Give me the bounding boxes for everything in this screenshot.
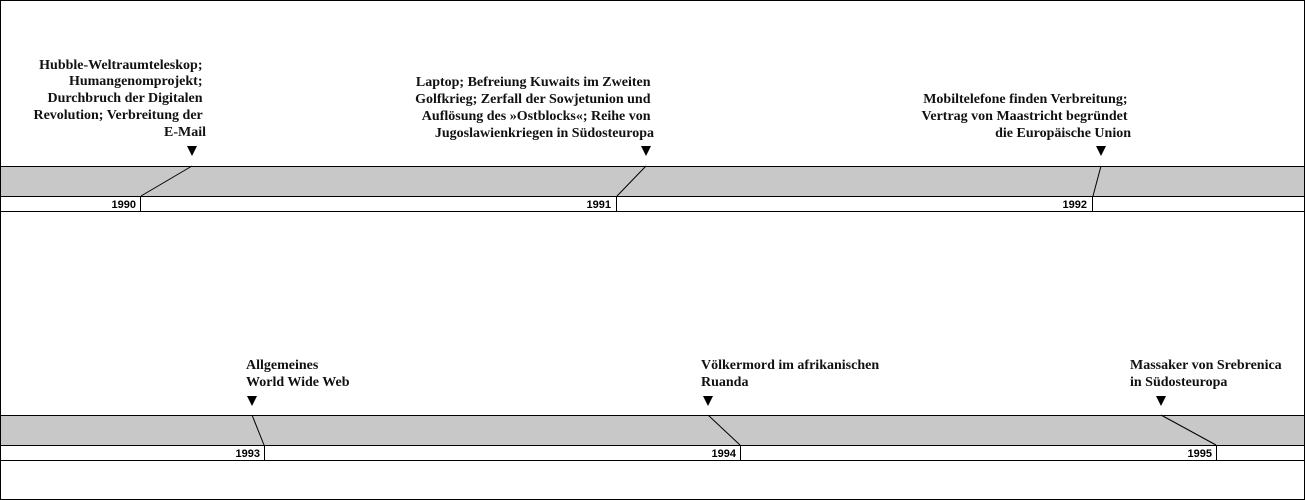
timeline-band-row-2 [1,416,1305,446]
year-label-1990: 1990 [111,199,136,211]
event-text-1990: Hubble-Weltraumteleskop; Humangenomprojekt; Durchbruch der Digitalen Revolution; Verbreitung der E-Mail [33,58,206,140]
event-text-1991: Laptop; Befreiung Kuwaits im Zweiten Golfkrieg; Zerfall der Sowjetunion und Auflösung des »Ostblocks«; Reihe von Jugoslawienkriegen in Südosteuropa [415,75,654,141]
year-strip-row-1 [1,197,1305,212]
year-strip-row-2 [1,446,1305,461]
year-label-1993: 1993 [235,448,260,460]
event-text-1992: Mobiltelefone finden Verbreitung; Vertrag von Maastricht begründet die Europäische Union [921,92,1131,141]
timeline-band-row-1 [1,167,1305,197]
year-label-1995: 1995 [1187,448,1212,460]
event-text-1995: Massaker von Srebrenica in Südosteuropa [1130,358,1282,390]
year-label-1991: 1991 [586,199,611,211]
year-label-1994: 1994 [711,448,736,460]
event-text-1994: Völkermord im afrikanischen Ruanda [701,358,880,390]
year-label-1992: 1992 [1062,199,1087,211]
event-text-1993: Allgemeines World Wide Web [246,358,350,390]
